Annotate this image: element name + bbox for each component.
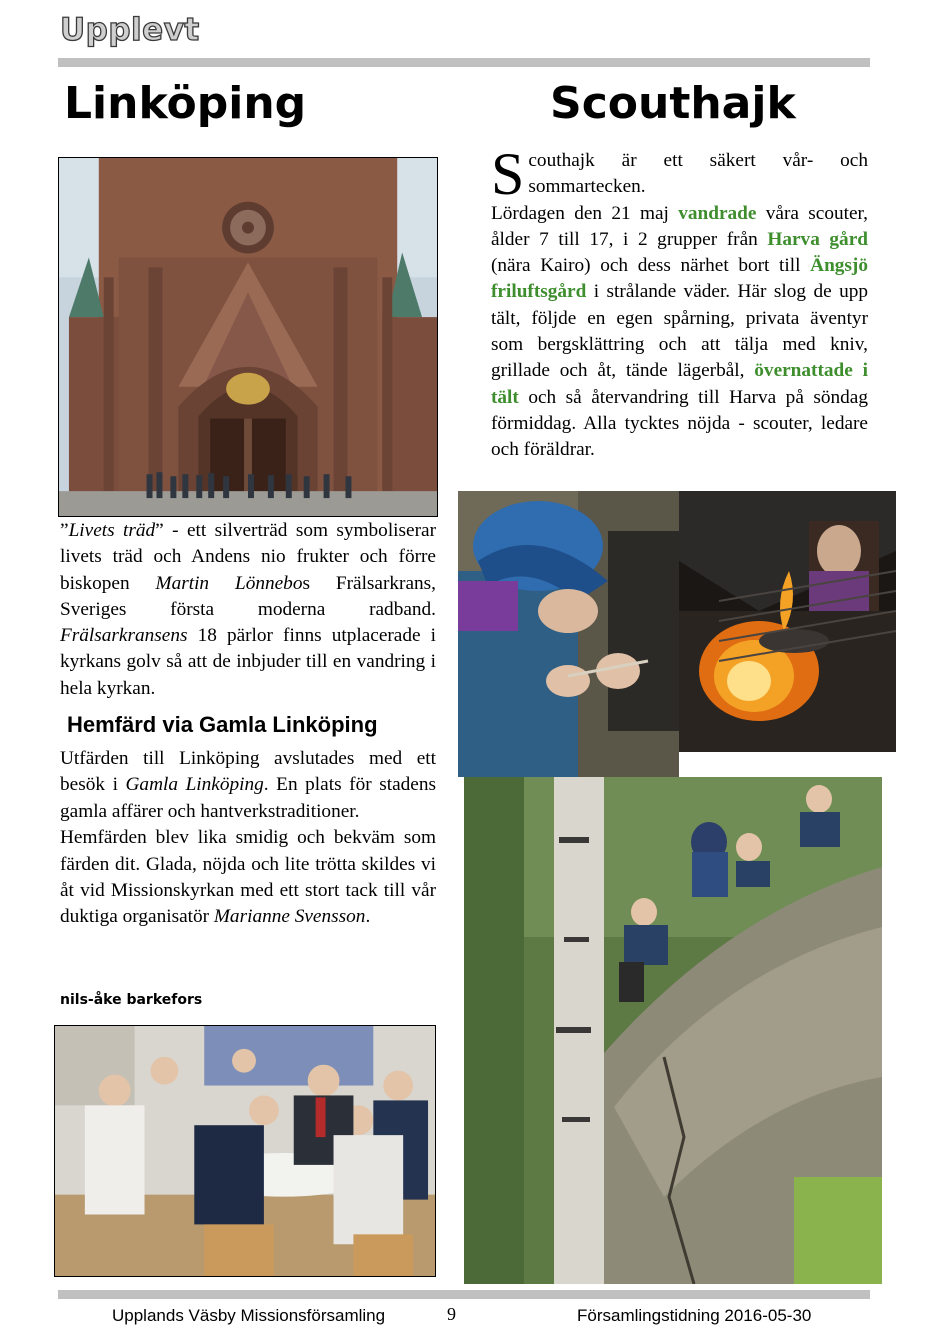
cathedral-caption: ”Livets träd” - ett silverträd som symboliserar livets träd och Andens nio frukter och förre biskopen Martin Lönnebos Frälsarkrans, Sveriges första moderna radband. Frälsarkransens 18 pärlor finns utplacerade i kyrkans golv så att de inbjuder till en vandring i hela kyrkan.	[60, 520, 436, 699]
scout-carving-photo	[458, 491, 679, 777]
hemfard-paragraph-1: Utfärden till Linköping avslutades med ett besök i Gamla Linköping. En plats för stadens gamla affärer och hantverkstraditioner.	[60, 748, 436, 822]
hemfard-paragraph-2: Hemfärden blev lika smidig och bekväm som färden dit. Glada, nöjda och lite trötta skildes vi åt vid Missionskyrkan med ett stort tack till vår duktiga organisatör Marianne Svensson.	[60, 827, 436, 928]
page-number: 9	[447, 1304, 456, 1324]
cathedral-photo	[58, 157, 438, 517]
drop-cap: S	[491, 141, 525, 207]
author-byline: nils-åke barkefors	[60, 992, 203, 1008]
footer-publication: Församlingstidning 2016-05-30	[577, 1306, 812, 1325]
scouthajk-body	[491, 141, 868, 464]
top-rule	[58, 58, 870, 67]
scouthajk-intro: Scouthajk är ett säkert vår- och sommartecken.	[491, 141, 868, 207]
bottom-rule	[58, 1290, 870, 1299]
article-title-scouthajk: Scouthajk	[550, 78, 796, 129]
section-label: Upplevt	[60, 12, 200, 48]
hemfard-body	[60, 746, 436, 931]
footer-organization: Upplands Väsby Missionsförsamling	[112, 1306, 386, 1325]
rock-climbing-photo	[464, 777, 882, 1284]
article-title-linkoping: Linköping	[64, 78, 307, 129]
subheading-hemfard: Hemfärd via Gamla Linköping	[67, 712, 378, 737]
scouthajk-paragraph: Lördagen den 21 maj vandrade våra scouter, ålder 7 till 17, i 2 grupper från Harva gård (nära Kairo) och dess närhet bort till Ängsjö friluftsgård i strålande väder. Här slog de upp tält, följde en egen spårning, privata äventyr som bergsklättring och att tälja med kniv, grillade och åt, tände lägerbål, övernattade i tält och så återvandring till Harva på söndag förmiddag. Alla tycktes nöjda - scouter, ledare och föräldrar.	[491, 202, 868, 461]
campfire-photo	[679, 491, 896, 752]
dinner-photo	[54, 1025, 436, 1277]
